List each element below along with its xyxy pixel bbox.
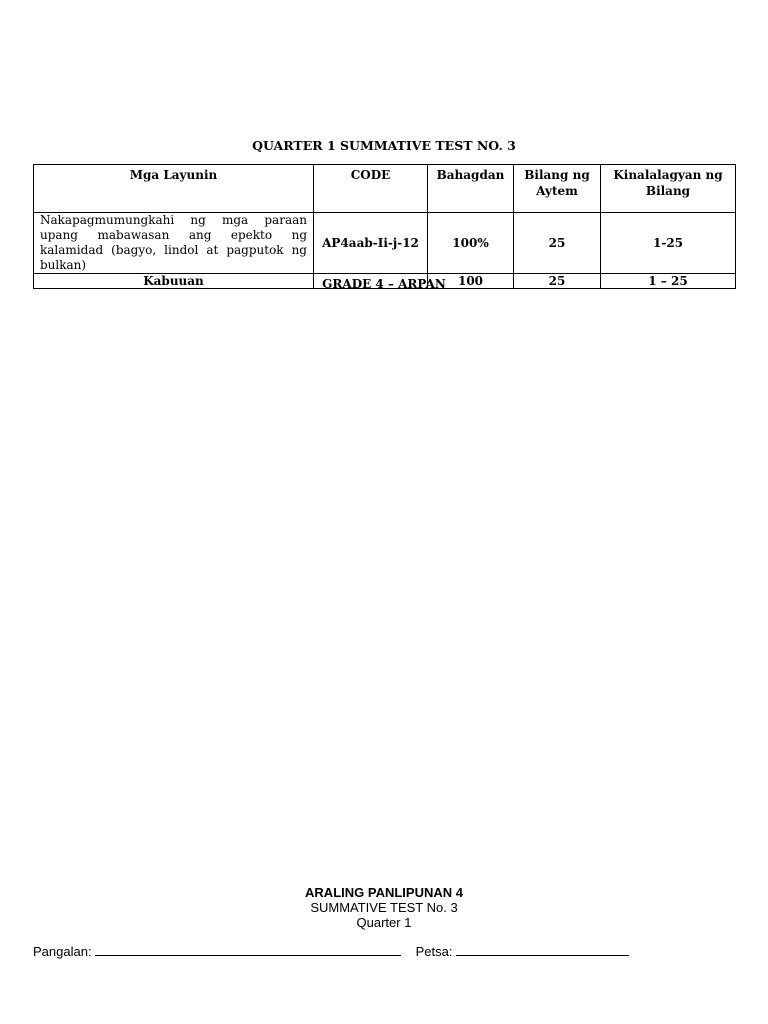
code-cell: AP4aab-Ii-j-12: [314, 213, 428, 274]
quarter-label: Quarter 1: [356, 915, 412, 930]
total-label: Kabuuan: [34, 274, 314, 289]
header-percentage: Bahagdan: [428, 165, 514, 213]
item-placement-cell: 1-25: [601, 213, 736, 274]
name-field[interactable]: [95, 943, 401, 956]
table-of-specifications: [33, 164, 736, 289]
student-info-line: [33, 943, 629, 959]
header-code: CODE: [314, 165, 428, 213]
total-percentage: 100: [428, 274, 514, 289]
document-title: QUARTER 1 SUMMATIVE TEST NO. 3: [252, 138, 516, 153]
total-item-count: 25: [514, 274, 601, 289]
grade-subject-line: GRADE 4 – ARPAN: [322, 277, 446, 291]
date-field[interactable]: [456, 943, 629, 956]
subject-title: ARALING PANLIPUNAN 4: [305, 885, 463, 900]
header-item-placement: Kinalalagyan ng Bilang: [601, 165, 736, 213]
table-row: [34, 213, 736, 274]
objective-cell: Nakapagmumungkahi ng mga paraan upang mabawasan ang epekto ng kalamidad (bagyo, lindol at pagputok ng bulkan): [34, 213, 314, 274]
date-label: Petsa:: [415, 944, 453, 959]
name-label: Pangalan:: [33, 944, 92, 959]
table-header-row: [34, 165, 736, 213]
header-item-count: Bilang ng Aytem: [514, 165, 601, 213]
item-count-cell: 25: [514, 213, 601, 274]
total-item-placement: 1 – 25: [601, 274, 736, 289]
percentage-cell: 100%: [428, 213, 514, 274]
test-name: SUMMATIVE TEST No. 3: [310, 900, 458, 915]
test-header: [0, 885, 768, 930]
header-objectives: Mga Layunin: [34, 165, 314, 213]
